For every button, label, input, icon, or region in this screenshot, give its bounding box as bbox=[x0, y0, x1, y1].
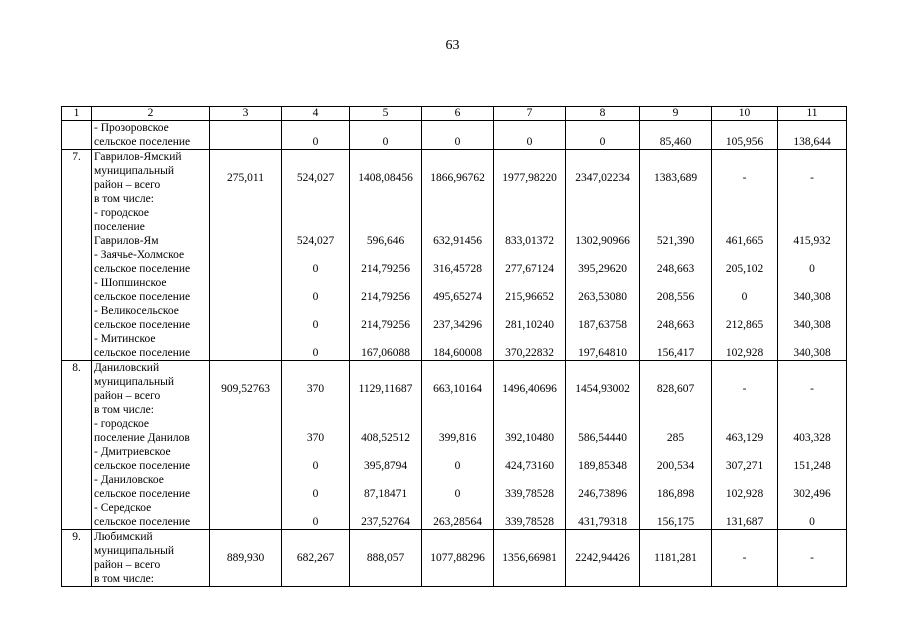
value-cell-col-10: 0 bbox=[712, 276, 778, 304]
territory-name-line: - Прозоровское bbox=[94, 122, 169, 134]
value-cell-col-11: 340,308 bbox=[778, 276, 847, 304]
value-cell-col-5: 888,057 bbox=[350, 530, 422, 587]
territory-name-line: - Великосельское bbox=[94, 305, 179, 317]
territory-name-line: - Заячье-Холмское bbox=[94, 249, 185, 261]
column-header-3: 3 bbox=[210, 107, 282, 121]
table-row-total bbox=[62, 361, 847, 418]
value-cell-col-8: 187,63758 bbox=[566, 304, 640, 332]
value-cell-col-11: - bbox=[778, 361, 847, 418]
value-cell-col-3 bbox=[210, 304, 282, 332]
value-cell-col-6: 0 bbox=[422, 121, 494, 150]
territory-name bbox=[92, 304, 210, 332]
value-cell-col-4: 370 bbox=[282, 361, 350, 418]
column-header-1: 1 bbox=[62, 107, 92, 121]
value-cell-col-6: 663,10164 bbox=[422, 361, 494, 418]
value-cell-col-7: 1356,66981 bbox=[494, 530, 566, 587]
table-row-subdivision bbox=[62, 332, 847, 361]
value-cell-col-9: 1383,689 bbox=[640, 150, 712, 207]
value-cell-col-3 bbox=[210, 332, 282, 361]
column-header-6: 6 bbox=[422, 107, 494, 121]
row-number: 9. bbox=[62, 530, 92, 587]
table-row-subdivision bbox=[62, 206, 847, 248]
territory-name-line: Даниловский bbox=[94, 362, 160, 374]
table-row-subdivision bbox=[62, 276, 847, 304]
row-number bbox=[62, 501, 92, 530]
value-cell-col-7: 281,10240 bbox=[494, 304, 566, 332]
value-cell-col-10: - bbox=[712, 150, 778, 207]
value-cell-col-10: 212,865 bbox=[712, 304, 778, 332]
value-cell-col-4: 0 bbox=[282, 248, 350, 276]
value-cell-col-9: 828,607 bbox=[640, 361, 712, 418]
value-cell-col-9: 248,663 bbox=[640, 304, 712, 332]
page-number: 63 bbox=[445, 38, 460, 53]
value-cell-col-6: 495,65274 bbox=[422, 276, 494, 304]
row-number bbox=[62, 248, 92, 276]
value-cell-col-3 bbox=[210, 248, 282, 276]
value-cell-col-6: 263,28564 bbox=[422, 501, 494, 530]
value-cell-col-6: 1866,96762 bbox=[422, 150, 494, 207]
territory-name-line: поселение bbox=[94, 221, 145, 233]
row-number bbox=[62, 445, 92, 473]
value-cell-col-5: 214,79256 bbox=[350, 276, 422, 304]
value-cell-col-3: 275,011 bbox=[210, 150, 282, 207]
territory-name-line: - городское bbox=[94, 207, 150, 219]
value-cell-col-3 bbox=[210, 276, 282, 304]
value-cell-col-11: 302,496 bbox=[778, 473, 847, 501]
territory-name-line: Гаврилов-Ям bbox=[94, 235, 159, 247]
value-cell-col-8: 1454,93002 bbox=[566, 361, 640, 418]
value-cell-col-9: 156,175 bbox=[640, 501, 712, 530]
value-cell-col-7: 339,78528 bbox=[494, 473, 566, 501]
value-cell-col-6: 0 bbox=[422, 473, 494, 501]
value-cell-col-8: 0 bbox=[566, 121, 640, 150]
value-cell-col-5: 167,06088 bbox=[350, 332, 422, 361]
table-row-subdivision bbox=[62, 445, 847, 473]
value-cell-col-9: 186,898 bbox=[640, 473, 712, 501]
row-number: 8. bbox=[62, 361, 92, 418]
column-header-4: 4 bbox=[282, 107, 350, 121]
territory-name bbox=[92, 473, 210, 501]
budget-table bbox=[61, 106, 847, 587]
table-row-subdivision bbox=[62, 121, 847, 150]
territory-name bbox=[92, 417, 210, 445]
table-row-total bbox=[62, 530, 847, 587]
value-cell-col-10: 102,928 bbox=[712, 473, 778, 501]
value-cell-col-6: 0 bbox=[422, 445, 494, 473]
value-cell-col-10: 461,665 bbox=[712, 206, 778, 248]
territory-name-line: муниципальный bbox=[94, 545, 175, 557]
table-row-subdivision bbox=[62, 248, 847, 276]
table-row-subdivision bbox=[62, 417, 847, 445]
territory-name-line: Гаврилов-Ямский bbox=[94, 151, 182, 163]
value-cell-col-4: 0 bbox=[282, 276, 350, 304]
value-cell-col-6: 184,60008 bbox=[422, 332, 494, 361]
value-cell-col-4: 0 bbox=[282, 332, 350, 361]
territory-name bbox=[92, 445, 210, 473]
table-row-total bbox=[62, 150, 847, 207]
value-cell-col-8: 189,85348 bbox=[566, 445, 640, 473]
territory-name-line: сельское поселение bbox=[94, 319, 191, 331]
value-cell-col-9: 200,534 bbox=[640, 445, 712, 473]
value-cell-col-4: 0 bbox=[282, 501, 350, 530]
territory-name-line: - Шопшинское bbox=[94, 277, 167, 289]
territory-name-line: сельское поселение bbox=[94, 291, 191, 303]
value-cell-col-8: 197,64810 bbox=[566, 332, 640, 361]
territory-name bbox=[92, 276, 210, 304]
territory-name bbox=[92, 121, 210, 150]
territory-name bbox=[92, 206, 210, 248]
row-number bbox=[62, 276, 92, 304]
territory-name-line: сельское поселение bbox=[94, 347, 191, 359]
value-cell-col-9: 156,417 bbox=[640, 332, 712, 361]
territory-name-line: муниципальный bbox=[94, 165, 175, 177]
value-cell-col-9: 248,663 bbox=[640, 248, 712, 276]
value-cell-col-7: 424,73160 bbox=[494, 445, 566, 473]
value-cell-col-4: 0 bbox=[282, 473, 350, 501]
value-cell-col-11: 340,308 bbox=[778, 332, 847, 361]
value-cell-col-4: 0 bbox=[282, 121, 350, 150]
row-number: 7. bbox=[62, 150, 92, 207]
column-header-2: 2 bbox=[92, 107, 210, 121]
territory-name-line: в том числе: bbox=[94, 573, 154, 585]
column-header-8: 8 bbox=[566, 107, 640, 121]
value-cell-col-9: 285 bbox=[640, 417, 712, 445]
value-cell-col-8: 2242,94426 bbox=[566, 530, 640, 587]
value-cell-col-7: 392,10480 bbox=[494, 417, 566, 445]
value-cell-col-11: - bbox=[778, 150, 847, 207]
value-cell-col-11: 415,932 bbox=[778, 206, 847, 248]
value-cell-col-4: 524,027 bbox=[282, 150, 350, 207]
value-cell-col-7: 0 bbox=[494, 121, 566, 150]
value-cell-col-3: 889,930 bbox=[210, 530, 282, 587]
row-number bbox=[62, 121, 92, 150]
value-cell-col-5: 1408,08456 bbox=[350, 150, 422, 207]
value-cell-col-4: 0 bbox=[282, 445, 350, 473]
value-cell-col-11: - bbox=[778, 530, 847, 587]
column-header-10: 10 bbox=[712, 107, 778, 121]
territory-name-line: - Даниловское bbox=[94, 474, 164, 486]
value-cell-col-7: 215,96652 bbox=[494, 276, 566, 304]
territory-name-line: сельское поселение bbox=[94, 488, 191, 500]
value-cell-col-6: 316,45728 bbox=[422, 248, 494, 276]
value-cell-col-11: 138,644 bbox=[778, 121, 847, 150]
value-cell-col-11: 0 bbox=[778, 501, 847, 530]
territory-name-line: сельское поселение bbox=[94, 263, 191, 275]
value-cell-col-3: 909,52763 bbox=[210, 361, 282, 418]
column-header-11: 11 bbox=[778, 107, 847, 121]
value-cell-col-6: 632,91456 bbox=[422, 206, 494, 248]
value-cell-col-8: 395,29620 bbox=[566, 248, 640, 276]
value-cell-col-6: 1077,88296 bbox=[422, 530, 494, 587]
value-cell-col-8: 1302,90966 bbox=[566, 206, 640, 248]
column-header-9: 9 bbox=[640, 107, 712, 121]
value-cell-col-4: 524,027 bbox=[282, 206, 350, 248]
territory-name-line: Любимский bbox=[94, 531, 153, 543]
value-cell-col-10: 463,129 bbox=[712, 417, 778, 445]
value-cell-col-3 bbox=[210, 501, 282, 530]
value-cell-col-5: 596,646 bbox=[350, 206, 422, 248]
value-cell-col-7: 1496,40696 bbox=[494, 361, 566, 418]
value-cell-col-11: 340,308 bbox=[778, 304, 847, 332]
territory-name-line: район – всего bbox=[94, 390, 161, 402]
territory-name bbox=[92, 501, 210, 530]
value-cell-col-5: 1129,11687 bbox=[350, 361, 422, 418]
value-cell-col-5: 395,8794 bbox=[350, 445, 422, 473]
territory-name-line: район – всего bbox=[94, 179, 161, 191]
value-cell-col-7: 339,78528 bbox=[494, 501, 566, 530]
territory-name bbox=[92, 361, 210, 418]
value-cell-col-10: - bbox=[712, 361, 778, 418]
value-cell-col-8: 2347,02234 bbox=[566, 150, 640, 207]
territory-name bbox=[92, 332, 210, 361]
table-row-subdivision bbox=[62, 473, 847, 501]
row-number bbox=[62, 417, 92, 445]
value-cell-col-5: 408,52512 bbox=[350, 417, 422, 445]
row-number bbox=[62, 206, 92, 248]
territory-name bbox=[92, 248, 210, 276]
value-cell-col-10: 131,687 bbox=[712, 501, 778, 530]
value-cell-col-11: 0 bbox=[778, 248, 847, 276]
territory-name-line: - Середское bbox=[94, 502, 152, 514]
territory-name-line: - Митинское bbox=[94, 333, 156, 345]
territory-name-line: - Дмитриевское bbox=[94, 446, 171, 458]
value-cell-col-10: 105,956 bbox=[712, 121, 778, 150]
value-cell-col-10: 102,928 bbox=[712, 332, 778, 361]
value-cell-col-3 bbox=[210, 206, 282, 248]
table-row-subdivision bbox=[62, 501, 847, 530]
value-cell-col-8: 431,79318 bbox=[566, 501, 640, 530]
value-cell-col-10: - bbox=[712, 530, 778, 587]
value-cell-col-6: 399,816 bbox=[422, 417, 494, 445]
value-cell-col-3 bbox=[210, 121, 282, 150]
value-cell-col-8: 586,54440 bbox=[566, 417, 640, 445]
territory-name-line: в том числе: bbox=[94, 404, 154, 416]
value-cell-col-7: 1977,98220 bbox=[494, 150, 566, 207]
value-cell-col-3 bbox=[210, 417, 282, 445]
value-cell-col-3 bbox=[210, 473, 282, 501]
territory-name bbox=[92, 530, 210, 587]
row-number bbox=[62, 332, 92, 361]
column-number-header bbox=[62, 107, 847, 121]
value-cell-col-5: 214,79256 bbox=[350, 248, 422, 276]
territory-name-line: сельское поселение bbox=[94, 460, 191, 472]
territory-name-line: в том числе: bbox=[94, 193, 154, 205]
territory-name bbox=[92, 150, 210, 207]
row-number bbox=[62, 473, 92, 501]
territory-name-line: сельское поселение bbox=[94, 136, 191, 148]
territory-name-line: муниципальный bbox=[94, 376, 175, 388]
value-cell-col-5: 237,52764 bbox=[350, 501, 422, 530]
value-cell-col-9: 521,390 bbox=[640, 206, 712, 248]
territory-name-line: сельское поселение bbox=[94, 516, 191, 528]
value-cell-col-5: 0 bbox=[350, 121, 422, 150]
territory-name-line: район – всего bbox=[94, 559, 161, 571]
value-cell-col-10: 307,271 bbox=[712, 445, 778, 473]
value-cell-col-5: 214,79256 bbox=[350, 304, 422, 332]
value-cell-col-4: 370 bbox=[282, 417, 350, 445]
value-cell-col-6: 237,34296 bbox=[422, 304, 494, 332]
table-row-subdivision bbox=[62, 304, 847, 332]
value-cell-col-9: 208,556 bbox=[640, 276, 712, 304]
value-cell-col-4: 0 bbox=[282, 304, 350, 332]
column-header-5: 5 bbox=[350, 107, 422, 121]
value-cell-col-11: 151,248 bbox=[778, 445, 847, 473]
value-cell-col-8: 263,53080 bbox=[566, 276, 640, 304]
column-header-7: 7 bbox=[494, 107, 566, 121]
territory-name-line: поселение Данилов bbox=[94, 432, 190, 444]
value-cell-col-7: 277,67124 bbox=[494, 248, 566, 276]
value-cell-col-7: 370,22832 bbox=[494, 332, 566, 361]
territory-name-line: - городское bbox=[94, 418, 150, 430]
row-number bbox=[62, 304, 92, 332]
value-cell-col-5: 87,18471 bbox=[350, 473, 422, 501]
value-cell-col-9: 1181,281 bbox=[640, 530, 712, 587]
value-cell-col-11: 403,328 bbox=[778, 417, 847, 445]
value-cell-col-10: 205,102 bbox=[712, 248, 778, 276]
value-cell-col-8: 246,73896 bbox=[566, 473, 640, 501]
value-cell-col-7: 833,01372 bbox=[494, 206, 566, 248]
value-cell-col-3 bbox=[210, 445, 282, 473]
value-cell-col-4: 682,267 bbox=[282, 530, 350, 587]
value-cell-col-9: 85,460 bbox=[640, 121, 712, 150]
table-body bbox=[62, 121, 847, 587]
